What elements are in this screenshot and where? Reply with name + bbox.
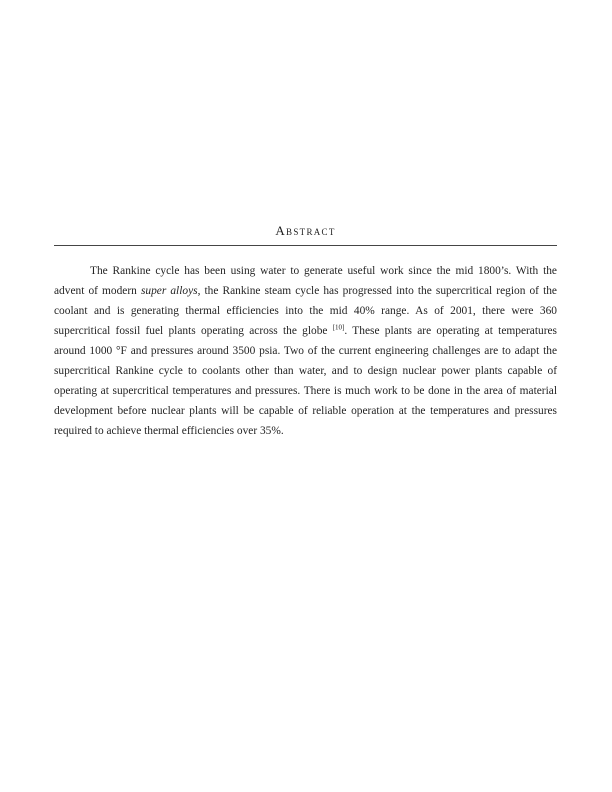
italic-phrase: super alloys xyxy=(140,285,198,297)
citation-superscript: [10] xyxy=(332,323,345,332)
paragraph-text-1: The Rankine cycle has been using water to generate useful work since the mid 1800’s. With the advent of modern xyxy=(54,265,557,297)
paragraph-text-3: . These plants are operating at temperatures around 1000 °F and pressures around 3500 psia. Two of the current engineering challenges are to adapt the supercritical Rankine cycle to coolants other than water, and to design nuclear power plants capable of operating at supercritical temperatures and pressures. There is much work to be done in the area of material development before nuclear plants will be capable of reliable operation at the temperatures and pressures required to achieve thermal efficiencies over 35%. xyxy=(54,325,557,437)
heading-rule xyxy=(54,245,557,246)
abstract-paragraph xyxy=(54,261,557,441)
paragraph-text-2: , the Rankine steam cycle has progressed into the supercritical region of the coolant and is generating thermal efficiencies into the mid 40% range. As of 2001, there were 360 supercritical fossil fuel plants operating across the globe xyxy=(54,285,557,337)
abstract-heading: Abstract xyxy=(275,223,336,238)
abstract-section xyxy=(54,224,557,441)
